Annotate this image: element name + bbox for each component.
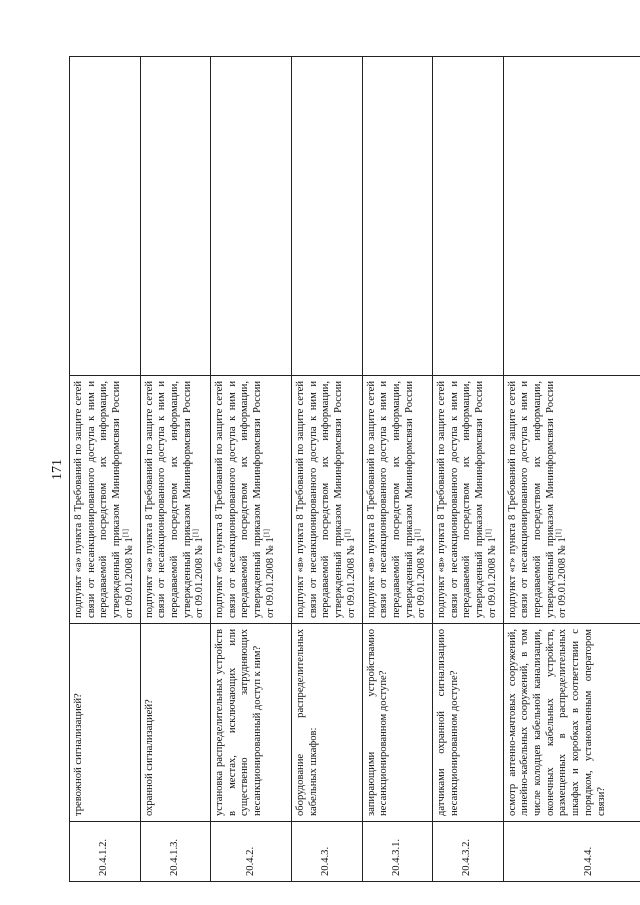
item-description — [140, 624, 211, 822]
legal-reference-text: подпункт «а» пункта 8 Требований по защите сетей связи от несанкционированного доступа к ним и передаваемой посредством их информации, утвержденный приказом Мининформсвязи России от 09.01.2008 № 1 — [143, 381, 206, 618]
item-description-text: датчиками охранной сигнализации несанкционированном доступе? — [436, 634, 460, 816]
legal-reference-text: подпункт «б» пункта 8 Требований по защите сетей связи от несанкционированного доступа к ним и передаваемой посредством их информации, утвержденный приказом Мининформсвязи России от 09.01.2008 № 1 — [214, 381, 276, 618]
table-row — [211, 57, 292, 882]
requirements-table — [69, 56, 640, 882]
footnote-ref: [1] — [413, 529, 422, 538]
item-description-text: осмотр антенно-мачтовых сооружений, линейно-кабельных сооружений, в том числе колодцев кабельной канализации, оконечных кабельных устройств, размещенных в распределительных шкафах и коробках в соответствии с порядком, установленным оператором связи? — [506, 629, 607, 816]
item-description — [433, 624, 504, 822]
empty-cell — [70, 57, 141, 376]
legal-reference — [433, 376, 504, 624]
table-row — [292, 57, 363, 882]
legal-reference-text: подпункт «а» пункта 8 Требований по защите сетей связи от несанкционированного доступа к ним и передаваемой посредством их информации, утвержденный приказом Мининформсвязи России от 09.01.2008 № 1 — [73, 381, 135, 618]
table-row — [70, 57, 141, 882]
legal-reference-text: подпункт «в» пункта 8 Требований по защите сетей связи от несанкционированного доступа к ним и передаваемой посредством их информации, утвержденный приказом Мининформсвязи России от 09.01.2008 № 1 — [436, 381, 498, 618]
item-description-mark: о — [436, 629, 448, 635]
footnote-ref: [1] — [554, 529, 563, 538]
item-number: 20.4.3.1. — [362, 822, 433, 882]
item-number: 20.4.1.2. — [70, 822, 141, 882]
table-row — [140, 57, 211, 882]
footnote-ref: [1] — [484, 529, 493, 538]
item-number: 20.4.2. — [211, 822, 292, 882]
page-number: 171 — [50, 459, 65, 480]
footnote-ref: [1] — [343, 529, 352, 538]
empty-cell — [140, 57, 211, 376]
legal-reference — [503, 376, 640, 624]
table-row — [503, 57, 640, 882]
table-row — [362, 57, 433, 882]
item-description-mark: о — [365, 629, 377, 635]
legal-reference-text: подпункт «в» пункта 8 Требований по защите сетей связи от несанкционированного доступа к ним и передаваемой посредством их информации, утвержденный приказом Мининформсвязи России от 09.01.2008 № 1 — [365, 381, 428, 618]
legal-reference — [362, 376, 433, 624]
legal-reference — [70, 376, 141, 624]
empty-cell — [362, 57, 433, 376]
footnote-ref: [1] — [121, 529, 130, 538]
item-description-text: охранной сигнализацией? — [143, 699, 155, 816]
item-description — [503, 624, 640, 822]
item-description-text: установка распределительных устройств в местах, исключающих или существенно затрудняющих несанкционированный доступ к ним? — [214, 629, 264, 816]
item-number: 20.4.1.3. — [140, 822, 211, 882]
footnote-ref: [1] — [191, 529, 200, 538]
legal-reference-text: подпункт «в» пункта 8 Требований по защите сетей связи от несанкционированного доступа к ним и передаваемой посредством их информации, утвержденный приказом Мининформсвязи России от 09.01.2008 № 1 — [295, 381, 357, 618]
item-description — [211, 624, 292, 822]
item-number: 20.4.3.2. — [433, 822, 504, 882]
empty-cell — [211, 57, 292, 376]
item-description-text: тревожной сигнализацией? — [73, 693, 84, 816]
legal-reference — [140, 376, 211, 624]
footnote-ref: [1] — [262, 529, 271, 538]
item-description — [362, 624, 433, 822]
item-number: 20.4.3. — [292, 822, 363, 882]
item-description — [70, 624, 141, 822]
empty-cell — [503, 57, 640, 376]
empty-cell — [433, 57, 504, 376]
item-number: 20.4.4. — [503, 822, 640, 882]
legal-reference-text: подпункт «г» пункта 8 Требований по защите сетей связи от несанкционированного доступа к ним и передаваемой посредством их информации, утвержденный приказом Мининформсвязи России от 09.01.2008 № 1 — [506, 381, 569, 618]
table-row — [433, 57, 504, 882]
item-description-text: запирающими устройствами несанкционированном доступе? — [365, 634, 390, 816]
item-description-text: оборудование распределительных кабельных шкафов: — [295, 629, 319, 816]
rotated-content — [47, 57, 607, 882]
legal-reference — [211, 376, 292, 624]
empty-cell — [292, 57, 363, 376]
item-description — [292, 624, 363, 822]
legal-reference — [292, 376, 363, 624]
